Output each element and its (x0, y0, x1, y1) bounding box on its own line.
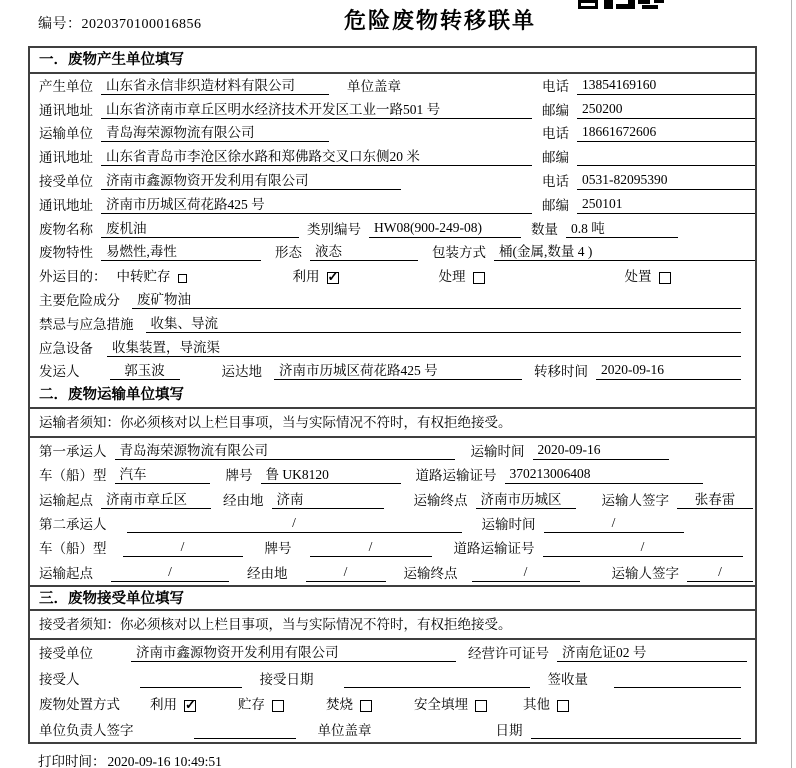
print-time-value: 2020-09-16 10:49:51 (107, 754, 222, 768)
via-value: 济南 (272, 488, 384, 509)
vehicle-type-value: / (123, 539, 243, 557)
via-label: 经由地 (247, 565, 288, 581)
responsible-sign-value (194, 721, 296, 739)
route-end-value: / (472, 564, 580, 582)
property-value: 易燃性,毒性 (101, 240, 261, 261)
address-label: 通讯地址 (39, 197, 93, 213)
checkbox-icon (360, 700, 372, 712)
carrier-sign-label: 运输人签字 (611, 565, 679, 581)
route-start-value: / (111, 564, 229, 582)
form-value: 液态 (310, 240, 418, 261)
post-value (577, 148, 755, 166)
accept-date-label: 接受日期 (259, 671, 314, 687)
post-value: 250101 (577, 196, 755, 214)
checkbox-icon (327, 272, 339, 284)
post-label: 邮编 (542, 150, 569, 166)
transfer-time-value: 2020-09-16 (596, 362, 741, 380)
transport-time-value: / (544, 515, 684, 533)
option-label: 安全填埋 (414, 697, 468, 713)
row-signature (30, 716, 755, 742)
disposal-option-use (150, 693, 196, 713)
form-label: 形态 (275, 245, 302, 261)
plate-label: 牌号 (225, 468, 253, 484)
row-waste-property (30, 241, 755, 265)
checkbox-icon (184, 700, 196, 712)
checkbox-icon (178, 274, 187, 283)
disposal-option-other (523, 693, 569, 713)
route-end-value: 济南市历城区 (476, 488, 576, 509)
route-start-label: 运输起点 (39, 492, 93, 508)
destination-label: 运达地 (221, 364, 262, 380)
waste-name-value: 废机油 (101, 217, 299, 238)
carrier1-value: 青岛海荣源物流有限公司 (115, 439, 455, 460)
route-end-label: 运输终点 (403, 565, 458, 581)
transport-time-label: 运输时间 (470, 443, 525, 459)
code-label: 类别编号 (307, 221, 361, 237)
unit-seal-label: 单位盖章 (317, 722, 372, 738)
address-label: 通讯地址 (39, 150, 93, 166)
road-license-label: 道路运输证号 (415, 468, 497, 484)
carrier-sign-value: 张春雷 (677, 488, 753, 509)
measures-label: 禁忌与应急措施 (39, 316, 134, 332)
section2-header: 二．废物运输单位填写 (30, 383, 755, 409)
route-start-label: 运输起点 (39, 565, 93, 581)
responsible-sign-label: 单位负责人签字 (39, 722, 134, 738)
section3-notice: 接受者须知：你必须核对以上栏目事项，当与实际情况不符时，有权拒绝接受。 (30, 611, 755, 640)
road-license-value: 370213006408 (505, 466, 703, 484)
post-label: 邮编 (542, 102, 569, 118)
transfer-form (28, 46, 757, 744)
hazard-value: 废矿物油 (132, 288, 741, 309)
tel-label: 电话 (542, 78, 569, 94)
transporter-value: 青岛海荣源物流有限公司 (101, 121, 329, 142)
vehicle-type-label: 车（船）型 (39, 541, 107, 557)
vehicle-type-label: 车（船）型 (39, 468, 107, 484)
option-label: 处理 (438, 269, 466, 285)
via-label: 经由地 (223, 492, 264, 508)
print-time (38, 750, 224, 768)
qty-value: 0.8 吨 (566, 217, 678, 238)
sign-qty-value (614, 670, 741, 688)
doc-number (38, 13, 202, 33)
seal-label: 单位盖章 (347, 78, 401, 94)
address-value: 济南市历城区荷花路425 号 (101, 193, 532, 214)
checkbox-icon (659, 272, 671, 284)
row-producer (30, 74, 755, 98)
option-label: 中转贮存 (116, 269, 171, 285)
producer-label: 产生单位 (39, 78, 93, 94)
plate-label: 牌号 (264, 541, 292, 557)
doc-number-label: 编号： (38, 17, 82, 32)
row-receiver (30, 169, 755, 193)
row-equipment (30, 336, 755, 360)
transport-time-label: 运输时间 (481, 516, 536, 532)
carrier-sign-label: 运输人签字 (601, 492, 669, 508)
checkbox-icon (475, 700, 487, 712)
plate-value: / (310, 539, 432, 557)
route-end-label: 运输终点 (413, 492, 468, 508)
row-route1 (30, 487, 755, 511)
purpose-option-storage (117, 265, 187, 285)
transport-time-value: 2020-09-16 (533, 442, 669, 460)
section2-body (30, 438, 755, 584)
row-measures (30, 312, 755, 336)
section1-body (30, 74, 755, 383)
row-carrier1 (30, 438, 755, 462)
option-label: 其他 (523, 697, 550, 713)
purpose-option-use (293, 265, 339, 285)
dispatcher-value: 郭玉波 (110, 359, 180, 380)
permit-value: 济南危证02 号 (557, 641, 747, 662)
acceptor-label: 接受人 (39, 671, 80, 687)
purpose-option-dispose (625, 265, 671, 285)
vehicle-type-value: 汽车 (115, 463, 210, 484)
receiver-label: 接受单位 (39, 173, 93, 189)
plate-value: 鲁 UK8120 (261, 463, 401, 484)
checkbox-icon (473, 272, 485, 284)
measures-value: 收集、导流 (146, 312, 742, 333)
row-vehicle2 (30, 536, 755, 560)
print-time-label: 打印时间： (38, 754, 106, 768)
option-label: 处置 (624, 269, 652, 285)
disposal-label: 废物处置方式 (39, 697, 120, 713)
tel-value: 18661672606 (577, 124, 755, 142)
section1-header: 一．废物产生单位填写 (30, 48, 755, 74)
row-carrier2 (30, 512, 755, 536)
sign-qty-label: 签收量 (547, 671, 588, 687)
carrier1-label: 第一承运人 (39, 443, 107, 459)
permit-label: 经营许可证号 (468, 646, 549, 662)
section3-header: 三．废物接受单位填写 (30, 585, 755, 611)
option-label: 利用 (150, 697, 177, 713)
row-acceptor (30, 665, 755, 691)
checkbox-icon (272, 700, 284, 712)
row-receiver-address (30, 193, 755, 217)
page-edge-line (791, 0, 792, 768)
accept-unit-label: 接受单位 (39, 646, 93, 662)
code-value: HW08(900-249-08) (369, 220, 521, 238)
row-vehicle1 (30, 463, 755, 487)
option-label: 贮存 (238, 697, 265, 713)
road-license-label: 道路运输证号 (453, 541, 535, 557)
route-start-value: 济南市章丘区 (101, 488, 211, 509)
equipment-label: 应急设备 (39, 340, 93, 356)
via-value: / (306, 564, 386, 582)
transfer-time-label: 转移时间 (534, 364, 588, 380)
row-hazard (30, 288, 755, 312)
accept-unit-value: 济南市鑫源物资开发利用有限公司 (131, 641, 456, 662)
doc-number-value: 2020370100016856 (81, 17, 202, 32)
tel-label: 电话 (542, 126, 569, 142)
qty-label: 数量 (531, 221, 558, 237)
acceptor-value (140, 670, 242, 688)
purpose-option-treat (439, 265, 485, 285)
post-label: 邮编 (542, 197, 569, 213)
form-title: 危险废物转移联单 (343, 8, 536, 33)
address-value: 山东省济南市章丘区明水经济技术开发区工业一路501 号 (101, 98, 532, 119)
date-label: 日期 (495, 722, 523, 738)
transporter-label: 运输单位 (39, 126, 93, 142)
row-dispatch (30, 360, 755, 384)
row-transporter (30, 122, 755, 146)
disposal-option-burn (326, 693, 372, 713)
address-value: 山东省青岛市李沧区徐水路和郑佛路交叉口东侧20 米 (101, 145, 532, 166)
waste-name-label: 废物名称 (39, 221, 93, 237)
section2-notice: 运输者须知：你必须核对以上栏目事项，当与实际情况不符时，有权拒绝接受。 (30, 409, 755, 438)
section3-body (30, 640, 755, 742)
equipment-value: 收集装置，导流渠 (107, 336, 741, 357)
row-producer-address (30, 98, 755, 122)
dispatcher-label: 发运人 (39, 364, 80, 380)
post-value: 250200 (577, 101, 755, 119)
carrier-sign-value: / (687, 564, 753, 582)
row-route2 (30, 560, 755, 584)
checkbox-icon (557, 700, 569, 712)
row-accept-unit (30, 640, 755, 666)
row-disposal (30, 691, 755, 717)
tel-label: 电话 (542, 173, 569, 189)
property-label: 废物特性 (39, 245, 93, 261)
tel-value: 13854169160 (577, 77, 755, 95)
destination-value: 济南市历城区荷花路425 号 (274, 359, 522, 380)
road-license-value: / (543, 539, 743, 557)
option-label: 利用 (292, 269, 320, 285)
disposal-option-landfill (414, 693, 487, 713)
disposal-option-store (238, 693, 284, 713)
row-transporter-address (30, 145, 755, 169)
purpose-label: 外运目的： (39, 269, 107, 285)
address-label: 通讯地址 (39, 102, 93, 118)
tel-value: 0531-82095390 (577, 172, 755, 190)
option-label: 焚烧 (326, 697, 353, 713)
receiver-value: 济南市鑫源物资开发利用有限公司 (101, 169, 401, 190)
pack-label: 包装方式 (432, 245, 486, 261)
qr-code-fragment-icon (578, 0, 664, 9)
row-purpose (30, 264, 755, 288)
date-value (531, 721, 742, 739)
producer-value: 山东省永信非织造材料有限公司 (101, 74, 329, 95)
carrier2-value: / (127, 515, 462, 533)
hazard-label: 主要危险成分 (39, 292, 120, 308)
accept-date-value (344, 670, 530, 688)
pack-value: 桶(金属,数量 4 ) (494, 240, 755, 261)
carrier2-label: 第二承运人 (39, 516, 107, 532)
row-waste-name (30, 217, 755, 241)
